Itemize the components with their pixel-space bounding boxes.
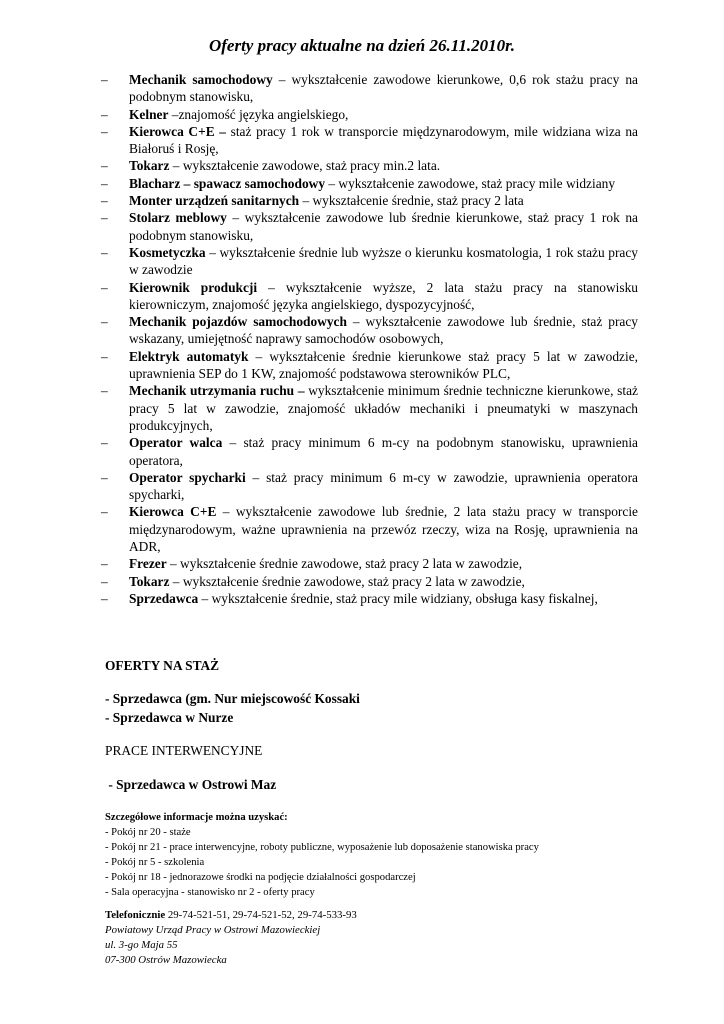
info-line: - Pokój nr 5 - szkolenia: [105, 857, 205, 868]
job-description: – wykształcenie zawodowe, staż pracy min.2 lata.: [169, 158, 441, 174]
job-description: – staż pracy minimum 6 m-cy w zawodzie, uprawnienia operatora spycharki,: [129, 469, 638, 503]
job-title: Sprzedawca: [129, 590, 199, 606]
list-item: [102, 469, 638, 504]
job-description: – wykształcenie zawodowe lub średnie kierunkowe, staż pracy 1 rok na podobnym stanowisku,: [129, 210, 638, 243]
job-description: – wykształcenie wyższe, 2 lata stażu pracy na stanowisku kierowniczym, znajomość języka angielskiego, dyspozycyjność,: [129, 279, 638, 312]
list-item: [102, 503, 638, 555]
dash-bullet: –: [101, 348, 108, 364]
job-description: –znajomość języka angielskiego,: [168, 106, 349, 122]
dash-bullet: –: [101, 435, 108, 451]
job-description: – wykształcenie średnie kierunkowe staż pracy 5 lat w zawodzie, uprawnienia SEP do 1 KW, znajomość podstawowa sterowników PLC,: [129, 348, 639, 382]
job-description: – wykształcenie średnie lub wyższe o kierunku kosmatologia, 1 rok stażu pracy w zawodzie: [129, 244, 638, 278]
dash-bullet: –: [101, 210, 108, 226]
job-title: Blacharz – spawacz samochodowy: [129, 175, 326, 191]
page-title: Oferty pracy aktualne na dzień 26.11.2010r.: [208, 36, 515, 55]
list-item: [102, 106, 638, 123]
list-item: [102, 313, 638, 348]
job-title: Tokarz: [129, 573, 170, 589]
job-title: Elektryk automatyk: [129, 348, 249, 364]
dash-bullet: –: [101, 590, 108, 606]
list-item: [102, 348, 638, 383]
list-item: [102, 279, 638, 314]
job-title: Stolarz meblowy: [129, 210, 227, 226]
job-description: – staż pracy minimum 6 m-cy na podobnym stanowisku, uprawnienia operatora,: [129, 435, 638, 468]
interwencyjne-heading: PRACE INTERWENCYJNE: [105, 743, 263, 758]
dash-bullet: –: [101, 72, 108, 87]
dash-bullet: –: [101, 106, 108, 122]
job-description: staż pracy 1 rok w transporcie międzynarodowym, mile widziana wiza na Białoruś i Rosję,: [129, 123, 638, 157]
job-title: Mechanik samochodowy: [129, 72, 273, 87]
info-line: - Pokój nr 21 - prace interwencyjne, roboty publiczne, wyposażenie lub doposażenie stanowiska pracy: [105, 842, 539, 853]
dash-bullet: –: [101, 469, 108, 485]
list-item: [102, 71, 638, 106]
info-section: [105, 810, 539, 900]
job-title: Mechanik utrzymania ruchu –: [129, 383, 305, 399]
list-item: [102, 175, 638, 192]
job-title: Kosmetyczka: [129, 244, 206, 260]
dash-bullet: –: [101, 279, 108, 295]
list-item: [102, 123, 638, 158]
job-description: – wykształcenie średnie, staż pracy 2 lata: [299, 193, 524, 209]
dash-bullet: –: [101, 573, 108, 589]
job-title: Operator walca: [129, 435, 223, 451]
office-name: Powiatowy Urząd Pracy w Ostrowi Mazowieckiej: [105, 924, 321, 936]
dash-bullet: –: [101, 175, 108, 191]
list-item: [102, 192, 638, 209]
staz-item: - Sprzedawca w Nurze: [105, 710, 234, 725]
job-description: wykształcenie minimum średnie techniczne kierunkowe, staż pracy 5 lat w zawodzie, znajomość układów mechaniki i pneumatyki w maszynach produkcyjnych,: [129, 383, 638, 433]
phone-label: Telefonicznie: [105, 909, 166, 921]
job-description: – wykształcenie zawodowe kierunkowe, 0,6 rok stażu pracy na podobnym stanowisku,: [129, 72, 638, 105]
staz-item: - Sprzedawca (gm. Nur miejscowość Kossaki: [105, 691, 360, 706]
contact-section: [105, 908, 357, 968]
job-description: – wykształcenie średnie zawodowe, staż pracy 2 lata w zawodzie,: [166, 556, 523, 572]
list-item: [102, 555, 638, 572]
job-title: Kierownik produkcji: [129, 279, 258, 295]
job-title: Kierowca C+E: [129, 504, 217, 520]
list-item: [102, 157, 638, 174]
dash-bullet: –: [101, 314, 108, 330]
job-title: Operator spycharki: [129, 469, 246, 485]
job-title: Mechanik pojazdów samochodowych: [129, 314, 347, 330]
list-item: [102, 573, 638, 590]
list-item: [102, 382, 638, 434]
info-line: - Sala operacyjna - stanowisko nr 2 - oferty pracy: [105, 887, 315, 898]
info-line: - Pokój nr 20 - staże: [105, 827, 191, 838]
office-city: 07-300 Ostrów Mazowiecka: [105, 954, 227, 966]
list-item: [102, 244, 638, 279]
phone-numbers: 29-74-521-51, 29-74-521-52, 29-74-533-93: [165, 909, 357, 921]
list-item: [102, 434, 638, 469]
info-heading: Szczegółowe informacje można uzyskać:: [105, 812, 288, 823]
dash-bullet: –: [101, 504, 108, 520]
dash-bullet: –: [101, 193, 108, 209]
job-description: – wykształcenie zawodowe lub średnie, staż pracy wskazany, umiejętność naprawy samochodów osobowych,: [129, 314, 638, 347]
job-title: Frezer: [129, 556, 167, 572]
list-item: [102, 590, 638, 607]
job-title: Kierowca C+E –: [129, 123, 226, 139]
job-title: Tokarz: [129, 158, 170, 174]
dash-bullet: –: [101, 383, 108, 399]
job-title: Monter urządzeń sanitarnych: [129, 193, 300, 209]
staz-heading: OFERTY NA STAŻ: [105, 658, 220, 673]
dash-bullet: –: [101, 158, 108, 174]
job-title: Kelner: [129, 106, 169, 122]
dash-bullet: –: [101, 556, 108, 572]
info-line: - Pokój nr 18 - jednorazowe środki na podjęcie działalności gospodarczej: [105, 872, 416, 883]
interwencyjne-item: - Sprzedawca w Ostrowi Maz: [105, 777, 277, 792]
office-street: ul. 3-go Maja 55: [105, 939, 178, 951]
dash-bullet: –: [101, 123, 108, 139]
job-description: – wykształcenie zawodowe lub średnie, 2 lata stażu pracy w transporcie międzynarodowym, ważne uprawnienia na przewóz rzeczy, wiza na Rosję, uprawnienia na ADR,: [129, 504, 638, 555]
job-offers-list: [102, 71, 638, 607]
job-description: – wykształcenie zawodowe, staż pracy mile widziany: [325, 175, 616, 191]
list-item: [102, 209, 638, 244]
job-description: – wykształcenie średnie, staż pracy mile widziany, obsługa kasy fiskalnej,: [198, 590, 598, 606]
job-description: – wykształcenie średnie zawodowe, staż pracy 2 lata w zawodzie,: [169, 573, 525, 589]
dash-bullet: –: [101, 244, 108, 260]
